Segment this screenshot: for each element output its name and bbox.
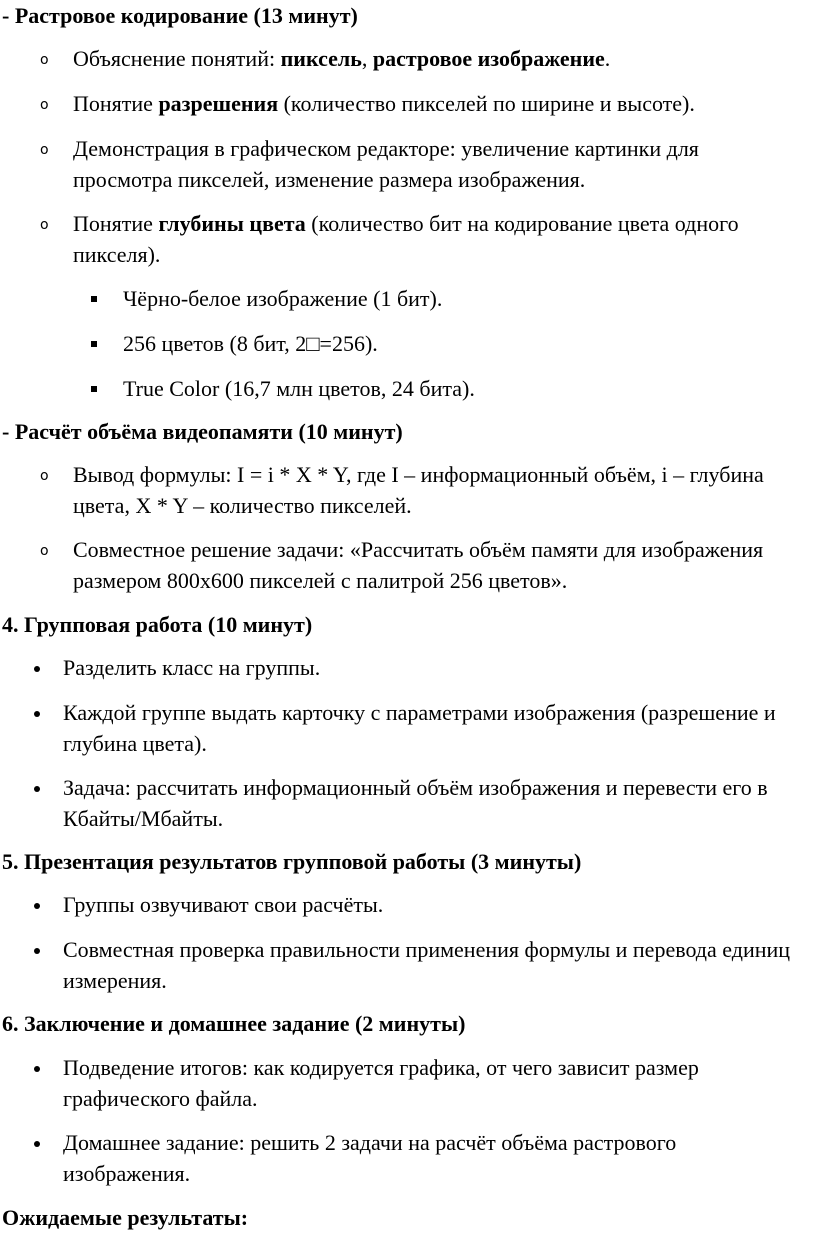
circle-bullet-icon: o [40, 468, 49, 484]
dot-bullet-icon [34, 1141, 40, 1147]
dot-bullet-icon [34, 666, 40, 672]
circle-bullet-icon: o [40, 543, 49, 559]
list-item: Каждой группе выдать карточку с параметрами изображения (разрешение и глубина цвета). [63, 697, 803, 759]
list-item: o Демонстрация в графическом редакторе: увеличение картинки для просмотра пикселей, изменение размера изображения. [40, 136, 699, 192]
list-item: Группы озвучивают свои расчёты. [63, 889, 803, 920]
section-heading-results: Ожидаемые результаты: [2, 1205, 249, 1230]
section-heading-memory: - Расчёт объёма видеопамяти (10 минут) [2, 419, 403, 444]
list-item: o Понятие глубины цвета (количество бит на кодирование цвета одного пикселя). [40, 211, 739, 267]
list-item: o Объяснение понятий: пиксель, растровое изображение. [73, 43, 793, 74]
dot-bullet-icon [34, 711, 40, 717]
circle-bullet-icon: o [40, 97, 49, 113]
section-heading-presentation: 5. Презентация результатов групповой работы (3 минуты) [2, 849, 582, 874]
section-heading-raster: - Растровое кодирование (13 минут) [2, 3, 358, 28]
list-item: Совместная проверка правильности применения формулы и перевода единиц измерения. [63, 934, 803, 996]
list-item: Разделить класс на группы. [63, 652, 803, 683]
circle-bullet-icon: o [40, 52, 49, 68]
list-item: o Совместное решение задачи: «Рассчитать объём памяти для изображения размером 800x600 пикселей с палитрой 256 цветов». [40, 537, 764, 593]
circle-bullet-icon: o [40, 217, 49, 233]
list-item: Домашнее задание: решить 2 задачи на расчёт объёма растрового изображения. [63, 1127, 803, 1189]
list-item: Задача: рассчитать информационный объём изображения и перевести его в Кбайты/Мбайты. [63, 772, 803, 834]
circle-bullet-icon: o [40, 142, 49, 158]
square-bullet-icon [91, 296, 97, 302]
list-item: 256 цветов (8 бит, 2□=256). [123, 328, 803, 359]
section-heading-group-work: 4. Групповая работа (10 минут) [2, 612, 313, 637]
section-heading-conclusion: 6. Заключение и домашнее задание (2 минуты) [2, 1011, 466, 1036]
square-bullet-icon [91, 341, 97, 347]
dot-bullet-icon [34, 786, 40, 792]
list-item: True Color (16,7 млн цветов, 24 бита). [123, 373, 803, 404]
dot-bullet-icon [34, 948, 40, 954]
square-bullet-icon [91, 386, 97, 392]
list-item: o Вывод формулы: I = i * X * Y, где I – информационный объём, i – глубина цвета, X * Y – количество пикселей. [40, 462, 764, 518]
list-item: Подведение итогов: как кодируется графика, от чего зависит размер графического файла. [63, 1052, 803, 1114]
dot-bullet-icon [34, 903, 40, 909]
list-item: o Понятие разрешения (количество пикселей по ширине и высоте). [73, 88, 793, 119]
dot-bullet-icon [34, 1066, 40, 1072]
list-item: Чёрно-белое изображение (1 бит). [123, 283, 803, 314]
